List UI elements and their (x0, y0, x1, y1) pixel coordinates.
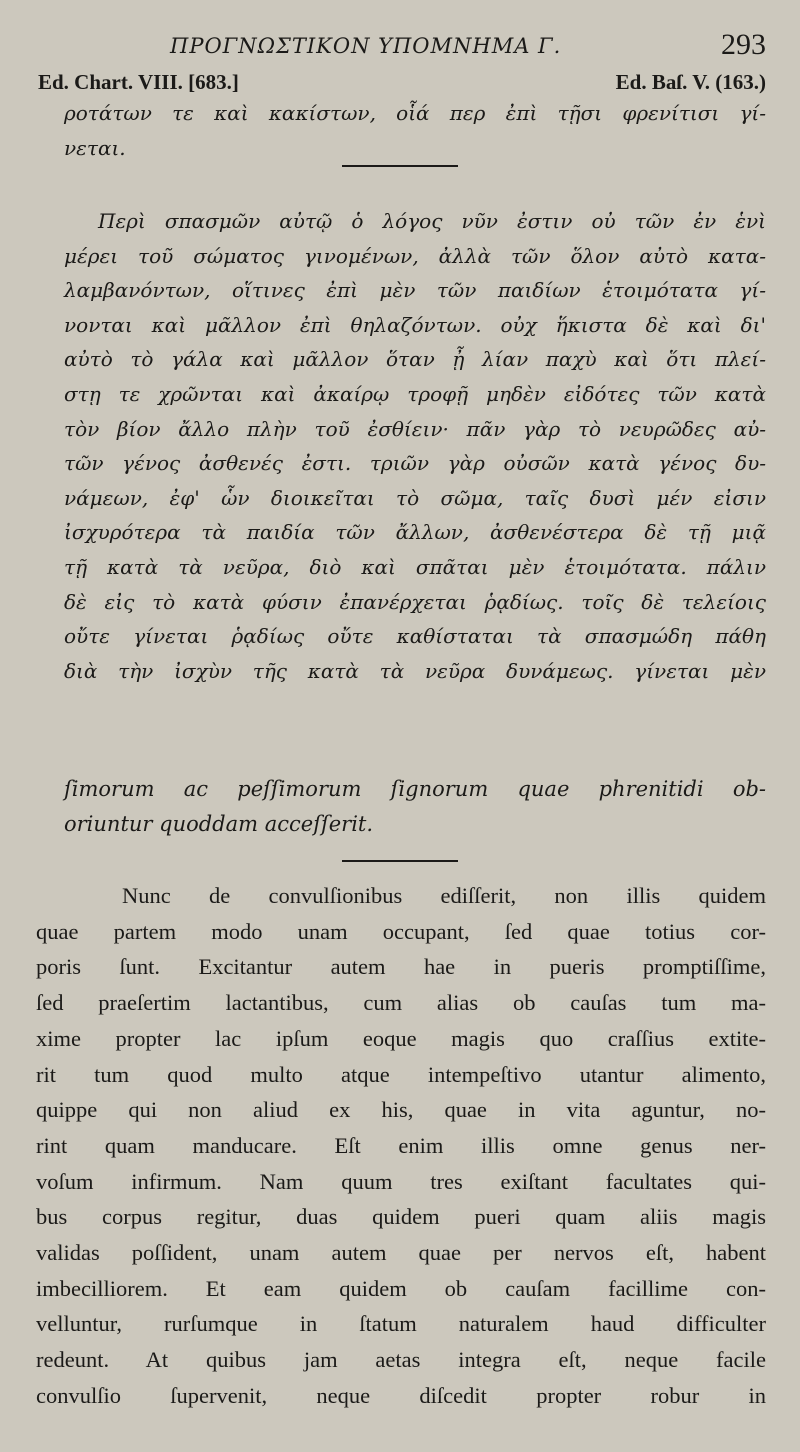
latin-main-paragraph (36, 878, 766, 1414)
section-divider (342, 860, 458, 862)
page-number: 293 (721, 28, 766, 61)
text-line: δὲ εἰς τὸ κατὰ φύσιν ἐπανέρχεται ῥᾳδίως. τοῖς δὲ τελείοις (64, 589, 766, 614)
text-line: νάμεων, ἐφ' ὧν διοικεῖται τὸ σῶμα, ταῖς δυσὶ μέν εἰσιν (64, 485, 766, 510)
text-line: voſum infirmum. Nam quum tres exiſtant facultates qui- (36, 1168, 766, 1194)
text-line: oriuntur quoddam acceſſerit. (64, 812, 374, 836)
text-line: rint quam manducare. Eſt enim illis omne genus ner- (36, 1132, 766, 1158)
text-line: redeunt. At quibus jam aetas integra eſt, neque facile (36, 1347, 766, 1373)
text-line: λαμβανόντων, οἵτινες ἐπὶ μὲν τῶν παιδίων ἑτοιμότατα γί- (64, 278, 766, 303)
text-line: quippe qui non aliud ex his, quae in vita aguntur, no- (36, 1097, 766, 1123)
edition-chartier-ref: Ed. Chart. VIII. [683.] (38, 70, 239, 94)
section-divider (342, 165, 458, 167)
text-line: ſed praeſertim lactantibus, cum alias ob cauſas tum ma- (36, 990, 766, 1016)
text-line: Περὶ σπασμῶν αὐτῷ ὁ λόγος νῦν ἐστιν οὐ τῶν ἐν ἑνὶ (98, 209, 766, 233)
greek-continuation-paragraph (64, 96, 766, 165)
text-line: quae partem modo unam occupant, ſed quae totius cor- (36, 918, 766, 944)
edition-basel-ref: Ed. Baſ. V. (163.) (615, 70, 766, 94)
running-header (0, 28, 800, 68)
text-line: bus corpus regitur, duas quidem pueri quam aliis magis (36, 1204, 766, 1230)
text-line: τὸν βίον ἄλλο πλὴν τοῦ ἐσθίειν· πᾶν γὰρ τὸ νευρῶδες αὐ- (64, 416, 766, 441)
text-line: μέρει τοῦ σώματος γινομένων, ἀλλὰ τῶν ὅλον αὐτὸ κατα- (64, 243, 766, 268)
text-line: τῇ κατὰ τὰ νεῦρα, διὸ καὶ σπᾶται μὲν ἑτοιμότατα. πάλιν (64, 554, 766, 579)
text-line: velluntur, rurſumque in ſtatum naturalem haud difficulter (36, 1311, 766, 1337)
latin-continuation-paragraph (64, 772, 766, 842)
text-line: ροτάτων τε καὶ κακίστων, οἷά περ ἐπὶ τῇσι φρενίτισι γί- (64, 101, 766, 125)
text-line: xime propter lac ipſum eoque magis quo craſſius extite- (36, 1025, 766, 1051)
text-line: ſimorum ac peſſimorum ſignorum quae phrenitidi ob- (64, 777, 766, 801)
text-line: poris ſunt. Excitantur autem hae in pueris promptiſſime, (36, 954, 766, 980)
text-line: ἰσχυρότερα τὰ παιδία τῶν ἄλλων, ἀσθενέστερα δὲ τῇ μιᾷ (64, 520, 766, 545)
text-line: νεται. (64, 135, 126, 160)
running-title: ΠΡΟΓΝΩΣΤΙΚΟΝ ΥΠΟΜΝΗΜΑ Γ. (170, 34, 562, 58)
text-line: Nunc de convulſionibus ediſſerit, non illis quidem (122, 883, 766, 908)
text-line: αὐτὸ τὸ γάλα καὶ μᾶλλον ὅταν ᾖ λίαν παχὺ καὶ ὅτι πλεί- (64, 347, 766, 372)
text-line: στῃ τε χρῶνται καὶ ἀκαίρῳ τροφῇ μηδὲν εἰδότες τῶν κατὰ (64, 381, 766, 406)
text-line: imbecilliorem. Et eam quidem ob cauſam facillime con- (36, 1275, 766, 1301)
text-line: rit tum quod multo atque intempeſtivo utantur alimento, (36, 1061, 766, 1087)
text-line: validas poſſident, unam autem quae per nervos eſt, habent (36, 1240, 766, 1266)
text-line: τῶν γένος ἀσθενές ἐστι. τριῶν γὰρ οὐσῶν κατὰ γένος δυ- (64, 451, 766, 476)
text-line: convulſio ſupervenit, neque diſcedit propter robur in (36, 1382, 766, 1408)
greek-main-paragraph (64, 204, 766, 688)
text-line: νονται καὶ μᾶλλον ἐπὶ θηλαζόντων. οὐχ ἥκιστα δὲ καὶ δι' (64, 312, 766, 337)
text-line: οὔτε γίνεται ῥᾳδίως οὔτε καθίσταται τὰ σπασμώδη πάθη (64, 624, 766, 649)
text-line: διὰ τὴν ἰσχὺν τῆς κατὰ τὰ νεῦρα δυνάμεως. γίνεται μὲν (64, 658, 766, 683)
